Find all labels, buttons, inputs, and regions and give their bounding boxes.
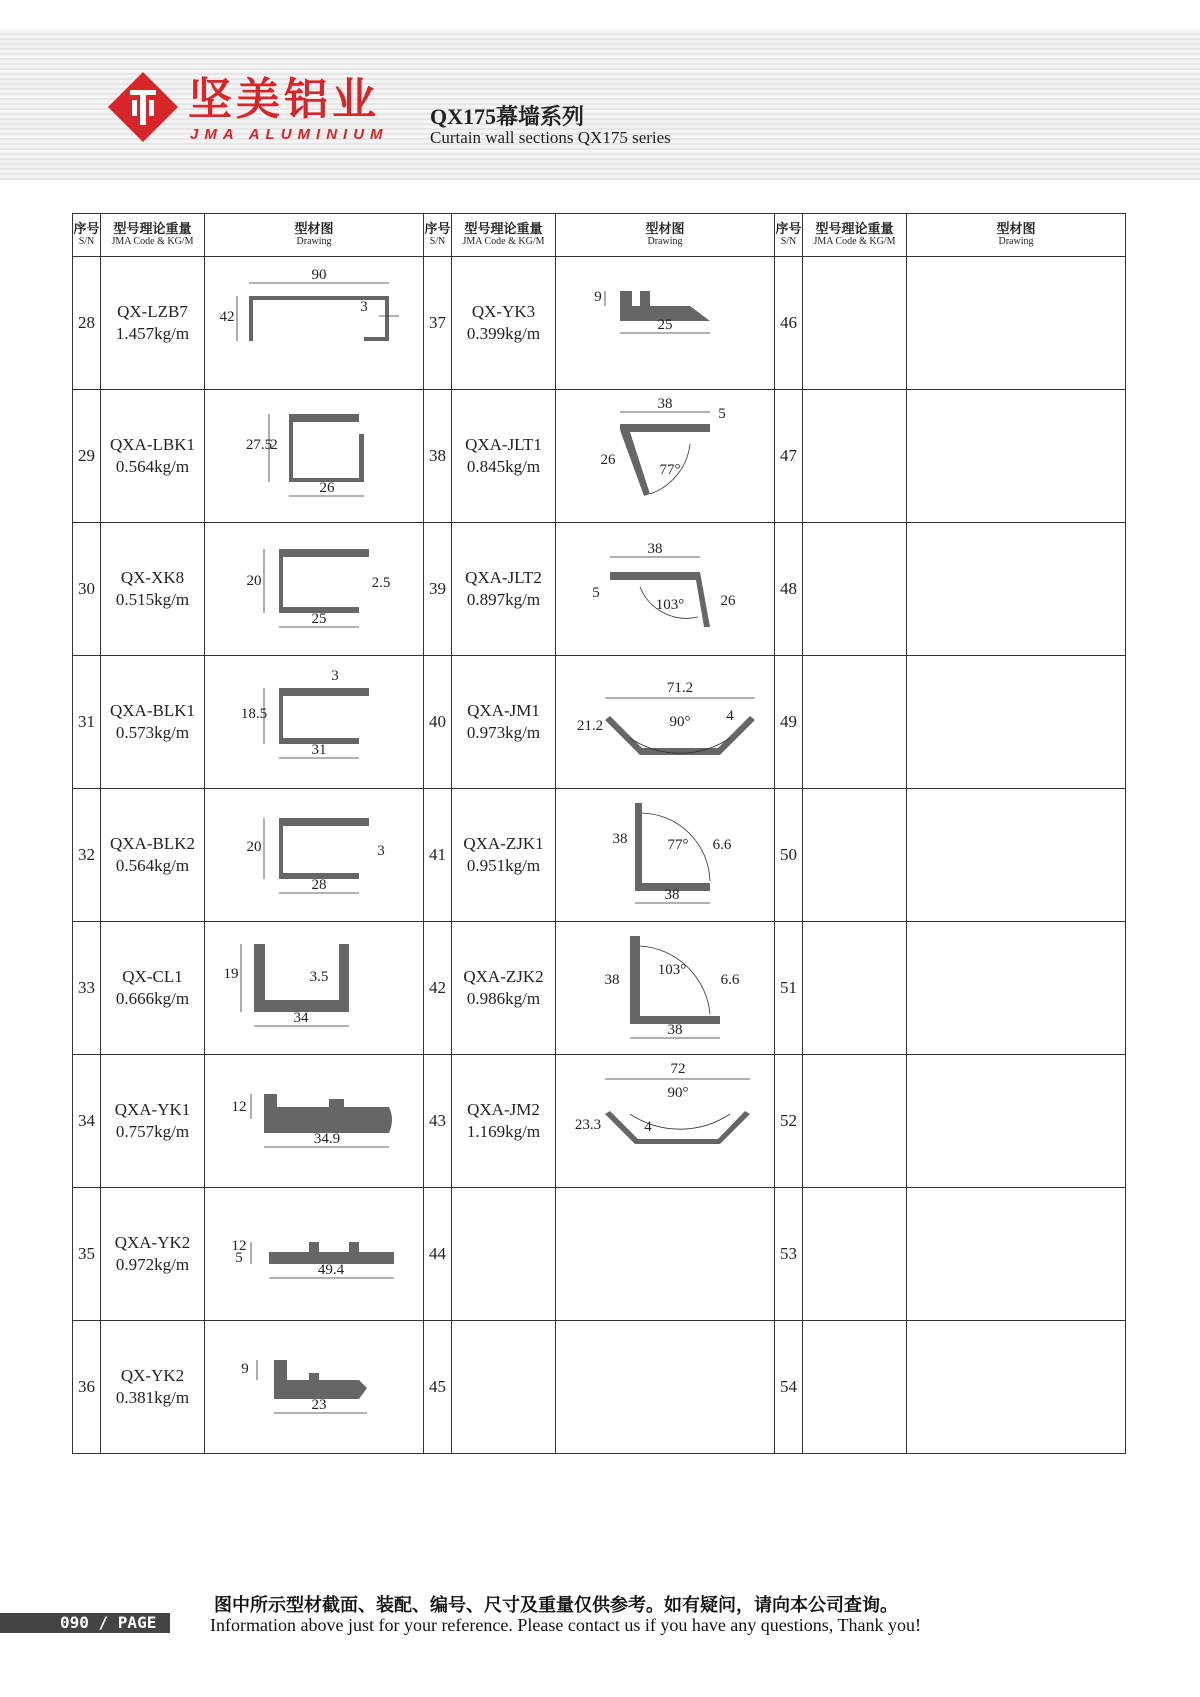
code-label: QXA-YK2 [114, 1233, 191, 1252]
serial-number: 47 [775, 390, 803, 523]
dimension-label: 72 [670, 1060, 686, 1077]
profile-drawing [560, 394, 770, 519]
weight-label: 0.666kg/m [115, 989, 190, 1008]
profile-drawing [560, 793, 770, 918]
drawing-cell [556, 922, 775, 1055]
header-drawing: 型材图 Drawing [907, 214, 1126, 257]
header-drawing: 型材图 Drawing [205, 214, 424, 257]
weight-label: 0.897kg/m [466, 590, 541, 609]
dimension-label: 38 [647, 540, 663, 557]
drawing-cell [556, 789, 775, 922]
dimension-label: 2 [270, 436, 278, 453]
table-row [73, 523, 1126, 656]
serial-number: 44 [424, 1188, 452, 1321]
profile-code [803, 257, 907, 390]
serial-number: 37 [424, 257, 452, 390]
profile-code [803, 390, 907, 523]
code-label: QXA-JLT1 [465, 435, 542, 454]
weight-label: 1.169kg/m [466, 1122, 541, 1141]
profile-code [452, 1321, 556, 1454]
code-label: QXA-ZJK1 [463, 834, 544, 853]
drawing-cell [907, 523, 1126, 656]
drawing-cell [907, 1055, 1126, 1188]
code-label: QXA-JLT2 [465, 568, 542, 587]
profile-drawing [560, 527, 770, 652]
serial-number: 38 [424, 390, 452, 523]
serial-number: 33 [73, 922, 101, 1055]
weight-label: 0.973kg/m [466, 723, 541, 742]
serial-number: 54 [775, 1321, 803, 1454]
serial-number: 29 [73, 390, 101, 523]
dimension-label: 23.3 [574, 1116, 602, 1133]
serial-number: 50 [775, 789, 803, 922]
dimension-label: 4 [644, 1118, 652, 1135]
serial-number: 40 [424, 656, 452, 789]
weight-label: 1.457kg/m [115, 324, 190, 343]
dimension-label: 26 [600, 451, 616, 468]
dimension-label: 9 [241, 1360, 249, 1377]
footer-note-en: Information above just for your reference. Please contact us if you have any questions, Thank you! [210, 1615, 921, 1635]
profile-code [452, 257, 556, 390]
code-label: QX-YK3 [471, 302, 536, 321]
serial-number: 28 [73, 257, 101, 390]
drawing-cell [205, 922, 424, 1055]
dimension-label: 28 [311, 876, 327, 893]
dimension-label: 49.4 [317, 1261, 345, 1278]
table-row [73, 257, 1126, 390]
series-title-en: Curtain wall sections QX175 series [430, 128, 671, 147]
header-code: 型号理论重量 JMA Code & KG/M [101, 214, 205, 257]
code-label: QX-XK8 [120, 568, 185, 587]
weight-label: 0.845kg/m [466, 457, 541, 476]
serial-number: 51 [775, 922, 803, 1055]
drawing-cell [907, 1188, 1126, 1321]
code-label: QXA-BLK2 [110, 834, 195, 853]
serial-number: 36 [73, 1321, 101, 1454]
dimension-label: 42 [219, 308, 235, 325]
dimension-label: 18.5 [240, 705, 268, 722]
dimension-label: 31 [311, 741, 327, 758]
header-sn: 序号 S/N [73, 214, 101, 257]
profile-code [452, 1188, 556, 1321]
dimension-label: 26 [319, 479, 335, 496]
serial-number: 45 [424, 1321, 452, 1454]
dimension-label: 77° [667, 836, 689, 853]
drawing-cell [205, 390, 424, 523]
profile-code [101, 1055, 205, 1188]
serial-number: 42 [424, 922, 452, 1055]
serial-number: 34 [73, 1055, 101, 1188]
profile-drawing [209, 660, 419, 785]
dimension-label: 3 [377, 842, 385, 859]
profile-code [101, 1188, 205, 1321]
dimension-label: 3 [360, 298, 368, 315]
dimension-label: 90 [311, 266, 327, 283]
drawing-cell [907, 656, 1126, 789]
profile-code [803, 656, 907, 789]
weight-label: 0.515kg/m [115, 590, 190, 609]
page-number: 090 / PAGE [0, 1613, 170, 1633]
profile-code [452, 656, 556, 789]
code-label: QXA-ZJK2 [463, 967, 544, 986]
profile-drawing [560, 926, 770, 1051]
profile-code [452, 390, 556, 523]
weight-label: 0.757kg/m [115, 1122, 190, 1141]
header-code: 型号理论重量 JMA Code & KG/M [803, 214, 907, 257]
weight-label: 0.399kg/m [466, 324, 541, 343]
dimension-label: 12 [231, 1098, 247, 1115]
drawing-cell [205, 789, 424, 922]
dimension-label: 5 [718, 405, 726, 422]
dimension-label: 12 [231, 1237, 247, 1254]
profile-drawing [209, 261, 419, 386]
weight-label: 0.986kg/m [466, 989, 541, 1008]
dimension-label: 38 [657, 395, 673, 412]
weight-label: 0.573kg/m [115, 723, 190, 742]
code-label: QXA-JM1 [467, 701, 540, 720]
profile-drawing [209, 1059, 419, 1184]
drawing-cell [205, 1055, 424, 1188]
weight-label: 0.564kg/m [115, 457, 190, 476]
dimension-label: 6.6 [720, 971, 740, 988]
dimension-label: 27.5 [245, 436, 273, 453]
table-header-row [73, 214, 1126, 257]
dimension-label: 34 [293, 1009, 309, 1026]
dimension-label: 5 [235, 1249, 243, 1266]
profile-code [101, 789, 205, 922]
profile-code [101, 523, 205, 656]
serial-number: 43 [424, 1055, 452, 1188]
table-row [73, 1188, 1126, 1321]
drawing-cell [205, 1188, 424, 1321]
drawing-cell [556, 390, 775, 523]
table-row [73, 1321, 1126, 1454]
profile-code [803, 922, 907, 1055]
code-label: QX-CL1 [122, 967, 183, 986]
dimension-label: 6.6 [712, 836, 732, 853]
profile-drawing [560, 261, 770, 386]
dimension-label: 38 [664, 886, 680, 903]
weight-label: 0.951kg/m [466, 856, 541, 875]
serial-number: 31 [73, 656, 101, 789]
table-row [73, 656, 1126, 789]
profile-code [452, 922, 556, 1055]
header-drawing: 型材图 Drawing [556, 214, 775, 257]
code-label: QXA-BLK1 [110, 701, 195, 720]
serial-number: 41 [424, 789, 452, 922]
profile-code [803, 1188, 907, 1321]
dimension-label: 23 [311, 1396, 327, 1413]
table-row [73, 922, 1126, 1055]
header-sn: 序号 S/N [775, 214, 803, 257]
dimension-label: 38 [604, 971, 620, 988]
dimension-label: 19 [223, 965, 239, 982]
code-label: QXA-LBK1 [110, 435, 195, 454]
profile-code [803, 1321, 907, 1454]
serial-number: 49 [775, 656, 803, 789]
drawing-cell [556, 1188, 775, 1321]
weight-label: 0.381kg/m [115, 1388, 190, 1407]
drawing-cell [556, 656, 775, 789]
profile-drawing [209, 1192, 419, 1317]
profile-code [101, 1321, 205, 1454]
profile-code [101, 656, 205, 789]
table-row [73, 789, 1126, 922]
table-row [73, 1055, 1126, 1188]
profile-code [452, 523, 556, 656]
dimension-label: 20 [246, 838, 262, 855]
profile-code [101, 257, 205, 390]
profile-code [101, 922, 205, 1055]
brand-name-en: JMA ALUMINIUM [190, 126, 389, 143]
code-label: QXA-YK1 [114, 1100, 191, 1119]
brand-name-cn: 坚美铝业 [188, 74, 380, 125]
drawing-cell [556, 523, 775, 656]
dimension-label: 34.9 [313, 1130, 341, 1147]
serial-number: 35 [73, 1188, 101, 1321]
profile-code [452, 789, 556, 922]
profile-drawing [209, 793, 419, 918]
profile-code [803, 523, 907, 656]
footer-note-cn: 图中所示型材截面、装配、编号、尺寸及重量仅供参考。如有疑问，请向本公司查询。 [214, 1595, 898, 1616]
serial-number: 32 [73, 789, 101, 922]
drawing-cell [907, 789, 1126, 922]
serial-number: 48 [775, 523, 803, 656]
dimension-label: 3.5 [309, 968, 329, 985]
profile-drawing [209, 926, 419, 1051]
dimension-label: 3 [331, 667, 339, 684]
code-label: QXA-JM2 [467, 1100, 540, 1119]
profile-table [72, 213, 1126, 1454]
header-sn: 序号 S/N [424, 214, 452, 257]
dimension-label: 103° [655, 596, 685, 613]
drawing-cell [556, 1055, 775, 1188]
code-label: QX-LZB7 [117, 302, 188, 321]
drawing-cell [205, 523, 424, 656]
drawing-cell [907, 922, 1126, 1055]
weight-label: 0.564kg/m [115, 856, 190, 875]
dimension-label: 90° [667, 1084, 689, 1101]
dimension-label: 26 [720, 592, 736, 609]
header-band [0, 30, 1200, 180]
dimension-label: 25 [311, 610, 327, 627]
dimension-label: 71.2 [666, 679, 694, 696]
dimension-label: 103° [657, 961, 687, 978]
drawing-cell [205, 257, 424, 390]
drawing-cell [205, 656, 424, 789]
dimension-label: 20 [246, 572, 262, 589]
drawing-cell [205, 1321, 424, 1454]
dimension-label: 90° [669, 713, 691, 730]
profile-drawing [209, 394, 419, 519]
jma-logo-icon [108, 72, 178, 142]
dimension-label: 21.2 [576, 717, 604, 734]
profile-code [101, 390, 205, 523]
dimension-label: 2.5 [371, 574, 391, 591]
dimension-label: 25 [657, 316, 673, 333]
profile-code [803, 1055, 907, 1188]
serial-number: 39 [424, 523, 452, 656]
serial-number: 46 [775, 257, 803, 390]
profile-drawing [560, 1059, 770, 1184]
code-label: QX-YK2 [120, 1366, 185, 1385]
drawing-cell [907, 390, 1126, 523]
dimension-label: 5 [592, 584, 600, 601]
profile-drawing [209, 1325, 419, 1450]
dimension-label: 38 [612, 830, 628, 847]
profile-drawing [209, 527, 419, 652]
serial-number: 53 [775, 1188, 803, 1321]
dimension-label: 77° [659, 461, 681, 478]
serial-number: 30 [73, 523, 101, 656]
dimension-label: 38 [667, 1021, 683, 1038]
dimension-label: 9 [594, 288, 602, 305]
drawing-cell [556, 257, 775, 390]
dimension-label: 4 [726, 707, 734, 724]
serial-number: 52 [775, 1055, 803, 1188]
weight-label: 0.972kg/m [115, 1255, 190, 1274]
profile-drawing [560, 660, 770, 785]
drawing-cell [556, 1321, 775, 1454]
series-title-cn: QX175幕墙系列 [430, 104, 585, 129]
drawing-cell [907, 1321, 1126, 1454]
profile-code [452, 1055, 556, 1188]
table-row [73, 390, 1126, 523]
header-code: 型号理论重量 JMA Code & KG/M [452, 214, 556, 257]
drawing-cell [907, 257, 1126, 390]
profile-code [803, 789, 907, 922]
